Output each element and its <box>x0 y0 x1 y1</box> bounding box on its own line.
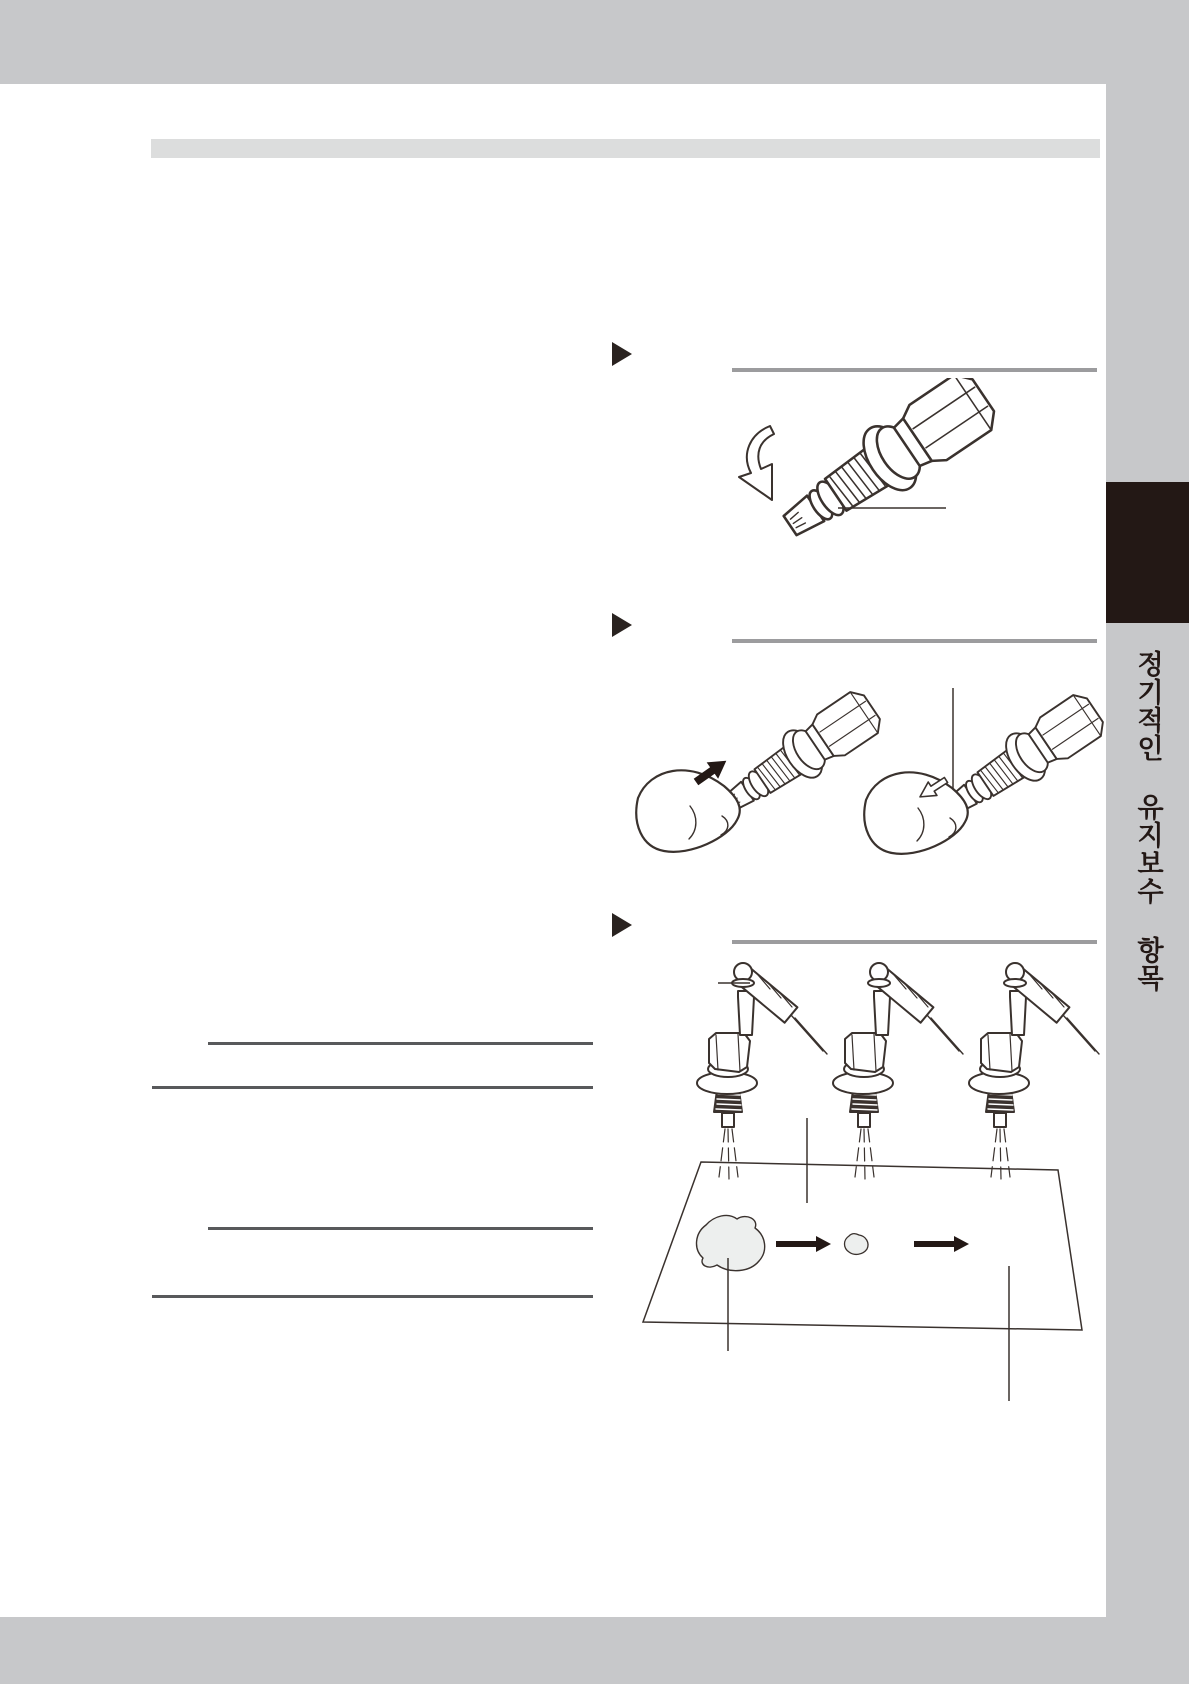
injector-drawing-3 <box>969 963 1099 1179</box>
illustration-finger-press-release <box>630 650 1110 890</box>
curved-arrow-icon <box>739 426 774 500</box>
section-3-rule <box>732 940 1097 944</box>
plug-drawing <box>770 378 1003 548</box>
large-puddle <box>697 1215 765 1270</box>
section-1-triangle-icon <box>612 342 632 366</box>
injector-drawing-2 <box>833 963 963 1179</box>
bottom-gray-band <box>0 1617 1189 1684</box>
top-gray-band <box>0 0 1189 84</box>
section-2-rule <box>732 639 1097 643</box>
section-2-triangle-icon <box>612 613 632 637</box>
finger-left <box>636 770 739 852</box>
note-box-rule <box>208 1042 593 1045</box>
note-box-rule <box>152 1086 593 1089</box>
small-puddle <box>845 1234 869 1255</box>
chapter-tab <box>1106 482 1189 623</box>
finger-right <box>864 772 967 854</box>
note-box-rule <box>152 1295 593 1298</box>
illustration-injector-spray-test <box>640 955 1110 1405</box>
illustration-grease-on-plug-threads <box>718 378 1018 548</box>
section-1-rule <box>732 368 1097 372</box>
chapter-title-vertical: 정기적인 유지보수 항목 <box>1133 650 1163 992</box>
page-title-bar <box>151 139 1100 158</box>
section-3-triangle-icon <box>612 913 632 937</box>
note-box-rule <box>208 1227 593 1230</box>
